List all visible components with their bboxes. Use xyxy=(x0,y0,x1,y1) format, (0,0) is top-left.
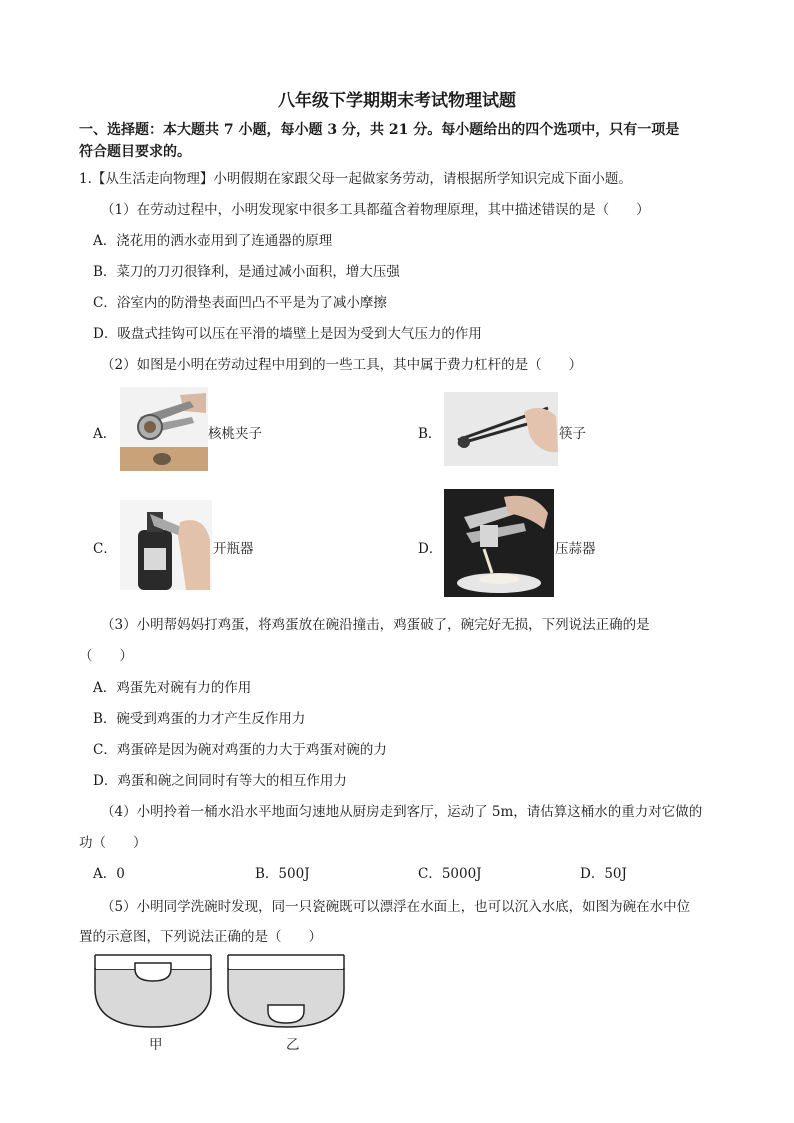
figure-label-jia: 甲 xyxy=(149,1037,163,1053)
q1-sub3-stem-line1: （3）小明帮妈妈打鸡蛋，将鸡蛋放在碗沿撞击，鸡蛋破了，碗完好无损，下列说法正确的是 xyxy=(101,617,650,633)
q1-sub4-stem-line1: （4）小明拎着一桶水沿水平地面匀速地从厨房走到客厅，运动了 5m，请估算这桶水的重力对它做的 xyxy=(101,804,703,820)
q1-sub1-stem: （1）在劳动过程中，小明发现家中很多工具都蕴含着物理原理，其中描述错误的是（ ） xyxy=(101,202,650,218)
q1-sub2-option-c-label: 开瓶器 xyxy=(213,541,254,557)
q1-sub4-option-d: D．50J xyxy=(580,866,627,882)
q1-sub3-option-b: B．碗受到鸡蛋的力才产生反作用力 xyxy=(93,711,306,727)
q1-sub3-option-d: D．鸡蛋和碗之间同时有等大的相互作用力 xyxy=(93,773,347,789)
q1-sub1-option-c: C．浴室内的防滑垫表面凹凸不平是为了减小摩擦 xyxy=(93,295,387,311)
q1-sub2-option-d-letter: D． xyxy=(418,541,443,557)
q1-sub2-option-b-letter: B． xyxy=(418,426,442,442)
chopsticks-image xyxy=(444,392,558,466)
q1-sub1-option-d: D．吸盘式挂钩可以压在平滑的墙壁上是因为受到大气压力的作用 xyxy=(93,326,482,342)
bottle-opener-image xyxy=(120,500,212,590)
q1-sub2-option-d-label: 压蒜器 xyxy=(555,541,596,557)
section-header-line1: 一、选择题：本大题共 7 小题，每小题 3 分，共 21 分。每小题给出的四个选项中，只有一项是 xyxy=(79,122,680,138)
q1-sub4-option-b: B．500J xyxy=(255,866,310,882)
q1-sub1-option-a: A．浇花用的洒水壶用到了连通器的原理 xyxy=(93,233,333,249)
section-header-line2: 符合题目要求的。 xyxy=(79,144,191,160)
q1-sub4-option-a: A．0 xyxy=(93,866,125,882)
bowl-diagram-jia xyxy=(93,953,213,1029)
bowl-diagram-yi xyxy=(226,953,346,1029)
walnut-cracker-image xyxy=(120,387,208,471)
q1-sub2-option-a-letter: A． xyxy=(93,426,117,442)
q1-sub1-option-b: B．菜刀的刀刃很锋利，是通过减小面积，增大压强 xyxy=(93,264,400,280)
q1-sub3-stem-line2: （ ） xyxy=(79,648,133,664)
question-1-stem: 1.【从生活走向物理】小明假期在家跟父母一起做家务劳动，请根据所学知识完成下面小题。 xyxy=(79,171,632,187)
q1-sub5-stem-line1: （5）小明同学洗碗时发现，同一只瓷碗既可以漂浮在水面上，也可以沉入水底，如图为碗在水中位 xyxy=(101,899,691,915)
q1-sub2-stem: （2）如图是小明在劳动过程中用到的一些工具，其中属于费力杠杆的是（ ） xyxy=(101,357,583,373)
q1-sub5-stem-line2: 置的示意图，下列说法正确的是（ ） xyxy=(79,929,322,945)
q1-sub4-option-c: C．5000J xyxy=(418,866,482,882)
q1-sub3-option-c: C．鸡蛋碎是因为碗对鸡蛋的力大于鸡蛋对碗的力 xyxy=(93,742,387,758)
figure-label-yi: 乙 xyxy=(286,1037,300,1053)
q1-sub2-option-a-label: 核桃夹子 xyxy=(208,426,262,442)
q1-sub3-option-a: A．鸡蛋先对碗有力的作用 xyxy=(93,680,252,696)
page-title: 八年级下学期期末考试物理试题 xyxy=(278,91,516,111)
q1-sub2-option-b-label: 筷子 xyxy=(559,426,586,442)
garlic-press-image xyxy=(444,489,554,597)
q1-sub4-stem-line2: 功（ ） xyxy=(79,835,147,851)
q1-sub2-option-c-letter: C． xyxy=(93,541,117,557)
